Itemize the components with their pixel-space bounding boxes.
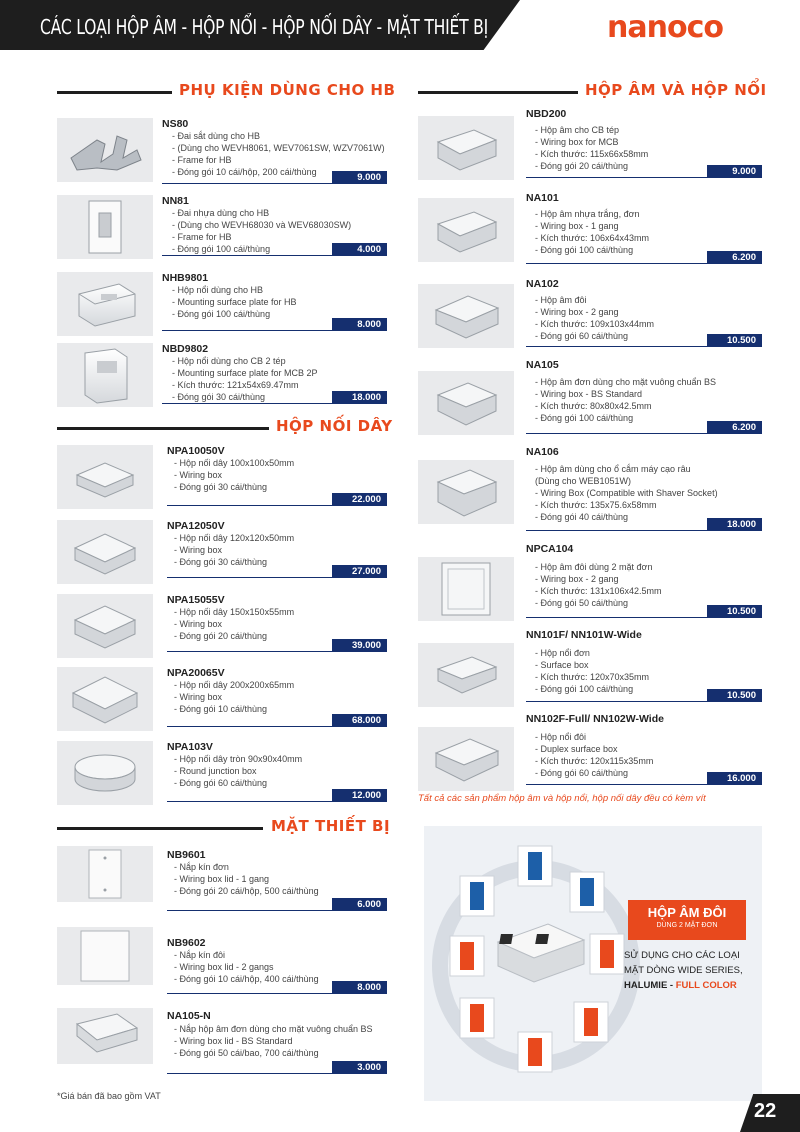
product-nn81: NN81 - Đai nhựa dùng cho HB - (Dùng cho WEVH68030 và WEV68030SW) - Frame for HB - Đóng gói 100 cái/thùng 4.000 [57,195,387,265]
box-photo [418,557,514,621]
price-tag: 8.000 [332,981,387,994]
product-nbd200: NBD200 - Hộp âm cho CB tép - Wiring box for MCB - Kích thước: 115x66x58mm - Đóng gói 20 cái/thùng 9.000 [418,108,762,178]
promo-banner [424,826,762,1101]
promo-text: SỬ DỤNG CHO CÁC LOẠI MẶT DÒNG WIDE SERIES, HALUMIE - FULL COLOR [624,950,743,991]
box-photo [418,116,514,180]
junction-box-photo [57,667,153,731]
price-tag: 6.200 [707,421,762,434]
section-plates [57,817,391,839]
price-tag: 10.500 [707,689,762,702]
plate-photo [57,846,153,902]
product-nb9601: NB9601 - Nắp kín đơn - Wiring box lid - 1 gang - Đóng gói 20 cái/hộp, 500 cái/thùng 6.000 [57,846,387,916]
surface-box-photo [418,643,514,707]
product-npa10050v: NPA10050V - Hộp nối dây 100x100x50mm - Wiring box - Đóng gói 30 cái/thùng 22.000 [57,445,387,515]
box-photo [418,371,514,435]
frame-photo [57,195,153,259]
price-tag: 10.500 [707,334,762,347]
product-na105n: NA105-N - Nắp hộp âm đơn dùng cho mặt vuông chuẩn BS - Wiring box lid - BS Standard - Đóng gói 50 cái/bao, 700 cái/thùng 3.000 [57,1008,387,1078]
price-tag: 22.000 [332,493,387,506]
product-na102: NA102 - Hộp âm đôi - Wiring box - 2 gang - Kích thước: 109x103x44mm - Đóng gói 60 cái/thùng 10.500 [418,278,762,348]
price-tag: 39.000 [332,639,387,652]
screws-note: Tất cả các sản phẩm hộp âm và hộp nổi, hộp nối dây đều có kèm vít [418,793,706,804]
product-npa15055v: NPA15055V - Hộp nối dây 150x150x55mm - Wiring box - Đóng gói 20 cái/thùng 39.000 [57,594,387,664]
surface-box-photo [418,727,514,791]
product-npca104: NPCA104 - Hộp âm đôi dùng 2 mặt đơn - Wiring box - 2 gang - Kích thước: 131x106x42.5mm - Đóng gói 50 cái/thùng 10.500 [418,543,762,613]
product-nhb9801: NHB9801 - Hộp nổi dùng cho HB - Mounting surface plate for HB - Đóng gói 100 cái/thùng 8.000 [57,272,387,342]
page-title: CÁC LOẠI HỘP ÂM - HỘP NỔI - HỘP NỐI DÂY - MẶT THIẾT BỊ [40,15,488,39]
product-nb9602: NB9602 - Nắp kín đôi - Wiring box lid - 2 gangs - Đóng gói 10 cái/hộp, 400 cái/thùng 8.000 [57,927,387,997]
product-na105: NA105 - Hộp âm đơn dùng cho mặt vuông chuẩn BS - Wiring box - BS Standard - Kích thước: 80x80x42.5mm - Đóng gói 100 cái/thùng 6.200 [418,359,762,429]
price-tag: 6.000 [332,898,387,911]
product-npa12050v: NPA12050V - Hộp nối dây 120x120x50mm - Wiring box - Đóng gói 30 cái/thùng 27.000 [57,520,387,590]
price-tag: 4.000 [332,243,387,256]
junction-box-photo [57,520,153,584]
price-tag: 68.000 [332,714,387,727]
section-title: HỘP NỐI DÂY [276,417,393,435]
product-na101: NA101 - Hộp âm nhựa trắng, đơn - Wiring box - 1 gang - Kích thước: 106x64x43mm - Đóng gói 100 cái/thùng 6.200 [418,192,762,262]
price-tag: 9.000 [707,165,762,178]
price-tag: 6.200 [707,251,762,264]
brand-logo: nanoco [607,10,723,45]
product-nn102f: NN102F-Full/ NN102W-Wide - Hộp nổi đôi - Duplex surface box - Kích thước: 120x115x35mm - Đóng gói 60 cái/thùng 16.000 [418,713,762,783]
section-title: PHỤ KIỆN DÙNG CHO HB [179,81,396,99]
lid-photo [57,1008,153,1064]
price-tag: 16.000 [707,772,762,785]
product-npa20065v: NPA20065V - Hộp nối dây 200x200x65mm - Wiring box - Đóng gói 10 cái/thùng 68.000 [57,667,387,737]
price-tag: 12.000 [332,789,387,802]
box-photo [418,284,514,348]
section-junction [57,417,393,439]
price-tag: 9.000 [332,171,387,184]
product-nbd9802: NBD9802 - Hộp nổi dùng cho CB 2 tép - Mounting surface plate for MCB 2P - Kích thước: 121x54x69.47mm - Đóng gói 30 cái/thùng 18.000 [57,343,387,413]
promo-badge: HỘP ÂM ĐÔI DÙNG 2 MẶT ĐƠN [628,900,746,940]
box-photo [418,198,514,262]
section-title: HỘP ÂM VÀ HỘP NỔI [585,81,767,99]
product-nn101f: NN101F/ NN101W-Wide - Hộp nổi đơn - Surface box - Kích thước: 120x70x35mm - Đóng gói 100 cái/thùng 10.500 [418,629,762,699]
box-photo [418,460,514,524]
product-npa103v: NPA103V - Hộp nối dây tròn 90x90x40mm - Round junction box - Đóng gói 60 cái/thùng 12.000 [57,741,387,811]
vat-note: *Giá bán đã bao gồm VAT [57,1091,161,1101]
section-flush-surface [418,81,767,103]
product-ns80: NS80 - Đai sắt dùng cho HB - (Dùng cho WEVH8061, WEV7061SW, WZV7061W) - Frame for HB - Đóng gói 10 cái/hộp, 200 cái/thùng 9.000 [57,118,387,188]
junction-box-photo [57,594,153,658]
price-tag: 18.000 [707,518,762,531]
box-photo [57,272,153,336]
price-tag: 18.000 [332,391,387,404]
section-title: MẶT THIẾT BỊ [271,817,391,835]
price-tag: 10.500 [707,605,762,618]
frame-photo [57,118,153,182]
page-number: 22 [754,1100,777,1122]
round-junction-box-photo [57,741,153,805]
plate-photo [57,927,153,985]
box-photo [57,343,153,407]
section-accessories [57,81,396,103]
price-tag: 3.000 [332,1061,387,1074]
junction-box-photo [57,445,153,509]
price-tag: 27.000 [332,565,387,578]
price-tag: 8.000 [332,318,387,331]
product-na106: NA106 - Hộp âm dùng cho ổ cắm máy cạo râu (Dùng cho WEB1051W) - Wiring Box (Compatible with Shaver Socket) - Kích thước: 135x75.6x58mm - Đóng gói 40 cái/thùng 18.000 [418,446,762,516]
